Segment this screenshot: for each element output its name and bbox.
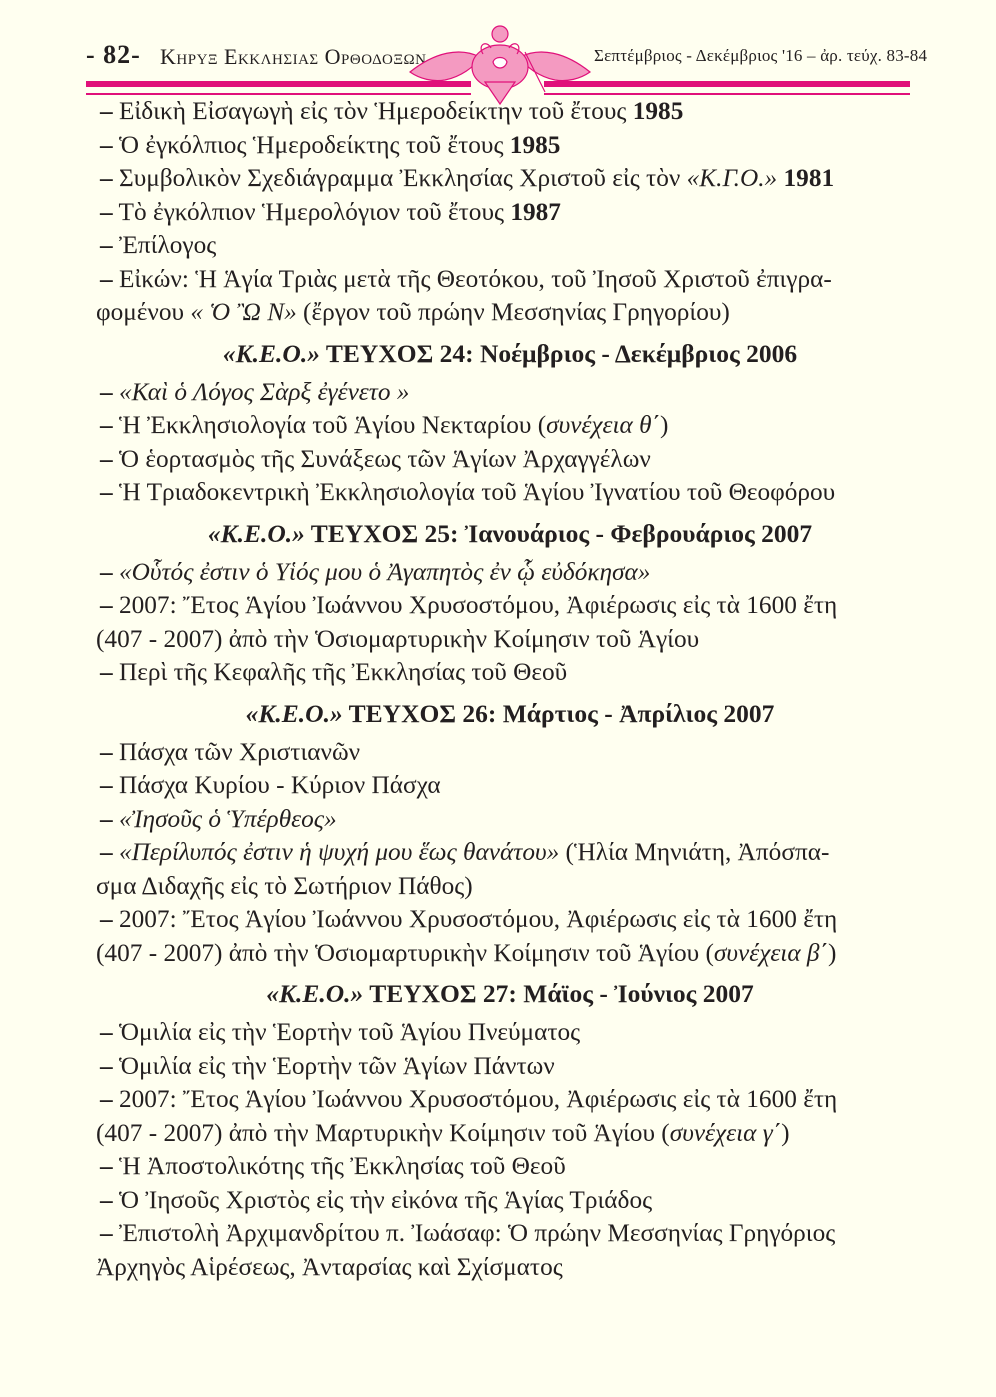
item-text: ) bbox=[660, 411, 669, 439]
item-italic: «Καὶ ὁ Λόγος Σὰρξ ἐγένετο » bbox=[112, 377, 410, 406]
section-heading bbox=[100, 337, 920, 371]
item-dash: – bbox=[100, 658, 113, 686]
item-text: Ἡ Τριαδοκεντρικὴ Ἐκκλησιολογία τοῦ Ἁγίου Ἰγνατίου τοῦ Θεοφόρου bbox=[112, 478, 836, 506]
item-text: φομένου bbox=[96, 298, 191, 326]
list-item bbox=[100, 229, 920, 263]
item-text: Εἰκών: Ἡ Ἁγία Τριὰς μετὰ τῆς Θεοτόκου, τοῦ Ἰησοῦ Χριστοῦ ἐπιγρα- bbox=[112, 264, 832, 293]
item-dash: – bbox=[100, 164, 113, 192]
item-italic: «Περίλυπός ἐστιν ἡ ψυχή μου ἕως θανάτου» bbox=[112, 838, 560, 866]
page-header bbox=[0, 0, 996, 110]
list-item bbox=[100, 589, 920, 623]
item-text: Τὸ ἐγκόλπιον Ἡμερολόγιον τοῦ ἔτους bbox=[112, 197, 511, 226]
item-text: (407 - 2007) ἀπὸ τὴν Ὁσιομαρτυρικὴν Κοίμησιν τοῦ Ἁγίου bbox=[96, 624, 700, 653]
item-dash: – bbox=[100, 411, 113, 439]
item-text: Περὶ τῆς Κεφαλῆς τῆς Ἐκκλησίας τοῦ Θεοῦ bbox=[112, 658, 568, 686]
item-text: ) bbox=[781, 1118, 790, 1147]
issue-info: Σεπτέμβριος - Δεκέμβριος '16 – ἀρ. τεύχ. 83-84 bbox=[594, 46, 928, 65]
list-item bbox=[100, 1016, 920, 1050]
page-number: - 82- bbox=[86, 40, 141, 69]
issue-sections bbox=[96, 337, 920, 1285]
item-text: ) bbox=[827, 938, 837, 967]
list-item bbox=[100, 769, 920, 803]
item-dash: – bbox=[100, 444, 113, 473]
item-year: 1985 bbox=[509, 130, 561, 159]
heading-abbrev: «Κ.Ε.Ο.» bbox=[222, 338, 320, 368]
magazine-title: Κηρυξ Εκκλησιας Ορθοδοξων bbox=[160, 44, 427, 69]
item-dash: – bbox=[100, 804, 113, 833]
item-text: (407 - 2007) ἀπὸ τὴν Μαρτυρικὴν Κοίμησιν τοῦ Ἁγίου ( bbox=[96, 1118, 670, 1147]
item-text: σμα Διδαχῆς εἰς τὸ Σωτήριον Πάθος) bbox=[96, 871, 473, 900]
item-text: Ὁμιλία εἰς τὴν Ἑορτὴν τοῦ Ἁγίου Πνεύματος bbox=[112, 1018, 581, 1046]
list-item bbox=[100, 263, 920, 297]
item-italic: « Ὁ Ὢ Ν» bbox=[190, 298, 297, 326]
item-text: Εἰδικὴ Εἰσαγωγὴ εἰς τὸν Ἡμεροδείκτην τοῦ ἔτους bbox=[112, 97, 633, 125]
heading-text: ΤΕΥΧΟΣ 25: Ἰανουάριος - Φεβρουάριος 2007 bbox=[304, 518, 813, 548]
list-item bbox=[100, 1217, 920, 1251]
list-item bbox=[100, 1184, 920, 1218]
heading-text: ΤΕΥΧΟΣ 27: Μάϊος - Ἰούνιος 2007 bbox=[363, 979, 754, 1008]
item-italic: συνέχεια γ΄ bbox=[669, 1118, 782, 1147]
list-item bbox=[100, 376, 920, 410]
list-item bbox=[100, 95, 920, 129]
list-item bbox=[100, 1050, 920, 1084]
item-dash: – bbox=[100, 197, 113, 226]
list-item bbox=[100, 736, 920, 770]
list-item-continuation bbox=[96, 1251, 920, 1285]
item-dash: – bbox=[100, 1051, 113, 1080]
list-item-continuation bbox=[96, 870, 920, 904]
list-item bbox=[100, 443, 920, 477]
list-item bbox=[100, 409, 920, 443]
section-heading bbox=[100, 697, 920, 731]
item-text: Ὁ ἑορτασμὸς τῆς Συνάξεως τῶν Ἁγίων Ἀρχαγγέλων bbox=[112, 444, 651, 473]
list-item bbox=[100, 836, 920, 870]
list-item bbox=[100, 196, 920, 230]
item-text: Ἀρχηγὸς Αἱρέσεως, Ἀνταρσίας καὶ Σχίσματος bbox=[96, 1252, 563, 1281]
item-dash: – bbox=[100, 1219, 113, 1247]
item-dash: – bbox=[100, 1018, 113, 1046]
list-item bbox=[100, 903, 920, 937]
item-dash: – bbox=[100, 377, 113, 406]
item-italic: «Ἰησοῦς ὁ Ὑπέρθεος» bbox=[112, 804, 337, 833]
item-text: (ἔργον τοῦ πρώην Μεσσηνίας Γρηγορίου) bbox=[296, 298, 730, 326]
header-rule-right bbox=[544, 81, 910, 87]
item-text: (Ἡλία Μηνιάτη, Ἀπόσπα- bbox=[559, 838, 830, 866]
item-text: Ἐπίλογος bbox=[112, 231, 217, 259]
list-item bbox=[100, 129, 920, 163]
item-dash: – bbox=[100, 838, 113, 866]
heading-abbrev: «Κ.Ε.Ο.» bbox=[245, 698, 343, 728]
item-text: (407 - 2007) ἀπὸ τὴν Ὁσιομαρτυρικὴν Κοίμησιν τοῦ Ἁγίου ( bbox=[96, 938, 714, 967]
item-text: Ἡ Ἀποστολικότης τῆς Ἐκκλησίας τοῦ Θεοῦ bbox=[112, 1152, 566, 1180]
item-dash: – bbox=[100, 591, 113, 619]
list-item bbox=[100, 1150, 920, 1184]
list-item-continuation bbox=[96, 1117, 920, 1151]
item-text: Ὁμιλία εἰς τὴν Ἑορτὴν τῶν Ἁγίων Πάντων bbox=[112, 1051, 555, 1080]
list-item bbox=[100, 1083, 920, 1117]
item-italic: «Οὗτός ἐστιν ὁ Υἱός μου ὁ Ἀγαπητὸς ἐν ᾧ εὐδόκησα» bbox=[112, 557, 651, 586]
list-item bbox=[100, 476, 920, 510]
item-text: Πάσχα τῶν Χριστιανῶν bbox=[112, 737, 361, 766]
item-text: Ἡ Ἐκκλησιολογία τοῦ Ἁγίου Νεκταρίου ( bbox=[112, 411, 547, 439]
table-of-contents bbox=[96, 95, 920, 1284]
item-text: Ὁ ἐγκόλπιος Ἡμεροδείκτης τοῦ ἔτους bbox=[112, 130, 510, 159]
list-item-continuation bbox=[96, 623, 920, 657]
item-text: Συμβολικὸν Σχεδιάγραμμα Ἐκκλησίας Χριστοῦ εἰς τὸν bbox=[112, 164, 687, 192]
item-text: Ὁ Ἰησοῦς Χριστὸς εἰς τὴν εἰκόνα τῆς Ἁγίας Τριάδος bbox=[112, 1185, 653, 1214]
section-heading bbox=[100, 517, 920, 551]
item-dash: – bbox=[100, 264, 113, 293]
item-dash: – bbox=[100, 1085, 113, 1113]
item-text: 2007: Ἔτος Ἁγίου Ἰωάννου Χρυσοστόμου, Ἀφιέρωσις εἰς τὰ 1600 ἔτη bbox=[112, 905, 838, 933]
heading-abbrev: «Κ.Ε.Ο.» bbox=[207, 518, 305, 548]
item-dash: – bbox=[100, 130, 113, 159]
list-item bbox=[100, 556, 920, 590]
list-item bbox=[100, 162, 920, 196]
item-dash: – bbox=[100, 231, 113, 259]
heading-text: ΤΕΥΧΟΣ 24: Νοέμβριος - Δεκέμβριος 2006 bbox=[319, 338, 798, 368]
item-dash: – bbox=[100, 97, 113, 125]
item-dash: – bbox=[100, 905, 113, 933]
item-italic: συνέχεια β΄ bbox=[713, 938, 828, 967]
item-text: Ἐπιστολὴ Ἀρχιμανδρίτου π. Ἰωάσαφ: Ὁ πρώην Μεσσηνίας Γρηγόριος bbox=[112, 1219, 836, 1247]
item-dash: – bbox=[100, 1152, 113, 1180]
item-year: 1987 bbox=[510, 197, 561, 226]
item-dash: – bbox=[100, 478, 113, 506]
list-item-continuation bbox=[96, 937, 920, 971]
heading-abbrev: «Κ.Ε.Ο.» bbox=[266, 979, 364, 1008]
item-text: 2007: Ἔτος Ἁγίου Ἰωάννου Χρυσοστόμου, Ἀφιέρωσις εἰς τὰ 1600 ἔτη bbox=[112, 591, 838, 619]
item-dash: – bbox=[100, 771, 113, 799]
item-dash: – bbox=[100, 557, 113, 586]
item-text: 2007: Ἔτος Ἁγίου Ἰωάννου Χρυσοστόμου, Ἀφιέρωσις εἰς τὰ 1600 ἔτη bbox=[112, 1085, 838, 1113]
intro-list bbox=[96, 95, 920, 330]
item-year: 1981 bbox=[777, 164, 835, 192]
list-item bbox=[100, 656, 920, 690]
item-italic: συνέχεια θ΄ bbox=[546, 411, 660, 439]
list-item-continuation bbox=[96, 296, 920, 330]
item-text: Πάσχα Κυρίου - Κύριον Πάσχα bbox=[112, 771, 441, 799]
item-year: 1985 bbox=[632, 97, 684, 125]
section-heading bbox=[100, 977, 920, 1011]
item-italic: «Κ.Γ.Ο.» bbox=[686, 164, 778, 192]
heading-text: ΤΕΥΧΟΣ 26: Μάρτιος - Ἀπρίλιος 2007 bbox=[342, 698, 775, 728]
list-item bbox=[100, 803, 920, 837]
item-dash: – bbox=[100, 1185, 113, 1214]
double-headed-eagle-icon bbox=[405, 22, 595, 106]
item-dash: – bbox=[100, 737, 113, 766]
